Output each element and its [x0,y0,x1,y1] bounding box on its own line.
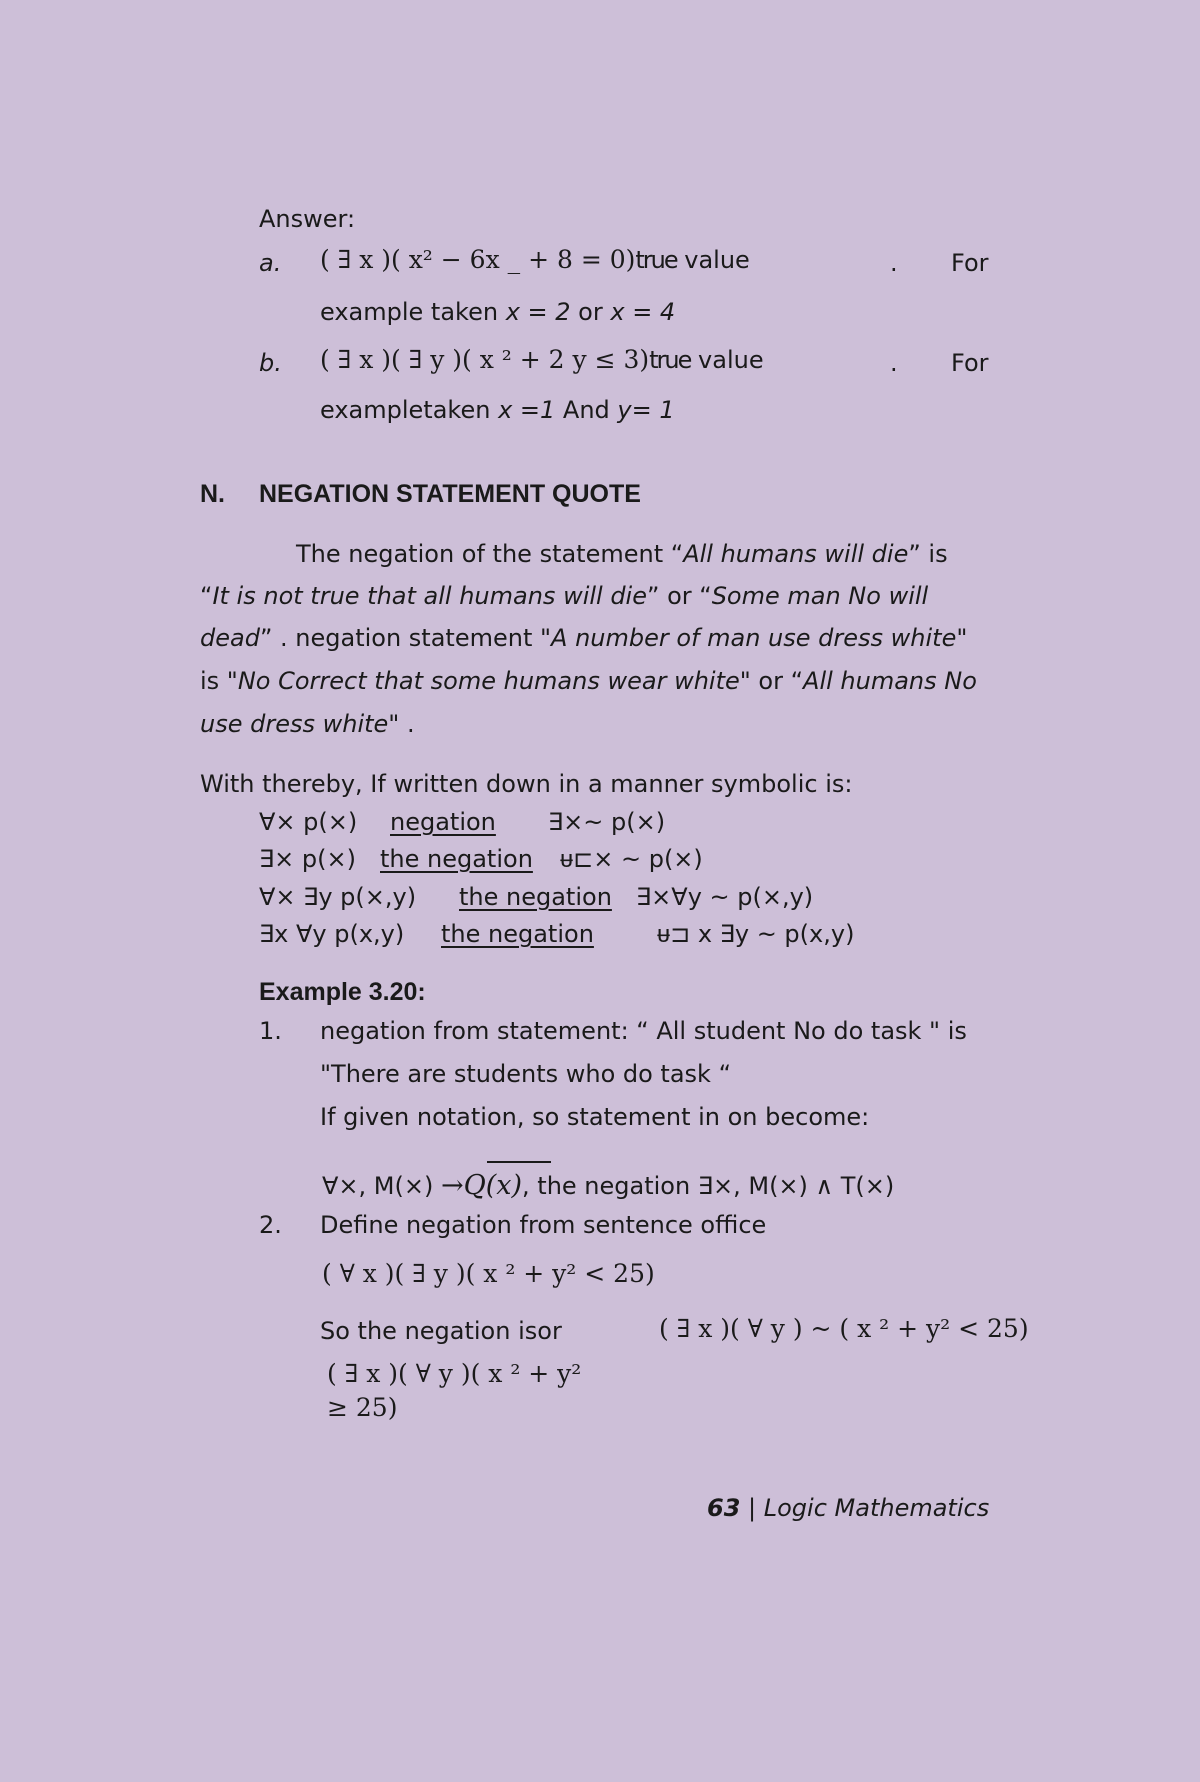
item-b-value: value [690,346,764,374]
para-l4-b: No Correct that some humans wear white [237,667,740,695]
page-number: 63 [707,1494,741,1522]
item-b-for: For [951,349,989,377]
item-a-label: a. [259,249,282,277]
example-item-1-l1: negation from statement: “ All student No do task " is [320,1017,967,1045]
example-item-1-l3: If given notation, so statement in on become: [320,1103,870,1131]
formula-left: ∀×, M(×) [322,1172,441,1200]
para-line-4 [200,667,977,695]
example-item-1-l2: "There are students who do task “ [320,1060,732,1088]
para-l2-a: “ [200,582,213,610]
sym-row-3-left: ∀× ∃y p(×,y) [259,883,417,911]
example-title: Example 3.20: [259,978,426,1006]
item-b-formula: ( ∃ x )( ∃ y )( x ² + 2 y ≤ 3) [320,345,650,374]
formula-q: Q(x) [463,1170,523,1201]
item-b-and: And [555,396,618,424]
item-a-or: or [570,298,611,326]
example-item-1-formula [322,1170,894,1201]
para-l1-b: All humans will die [683,540,909,568]
q-overline [487,1161,551,1163]
sym-row-4-left: ∃x ∀y p(x,y) [259,920,405,948]
para-l1-c: ” is [908,540,948,568]
sym-row-2-mid: the negation [380,845,533,873]
item-b-dot: . [890,349,898,377]
item-b-example-value2: y= 1 [617,396,675,424]
para-l3-b: ” . negation statement [259,624,540,652]
sym-row-2-right: ᵾ⊏× ~ p(×) [560,845,703,873]
para-line-2 [200,582,928,610]
example-item-2-formula-3b: ≥ 25) [327,1393,398,1422]
para-line-1 [296,540,948,568]
item-a-example-value2: x = 4 [610,298,676,326]
item-a-example-value: x = 2 [505,298,571,326]
para-l2-c: ” or “ [647,582,712,610]
item-b-line [320,345,764,374]
section-number: N. [200,480,225,508]
para-l5-a: use dress white [200,710,389,738]
arrow-icon: → [440,1170,464,1201]
para-l4-a: is " [200,667,238,695]
section-title: NEGATION STATEMENT QUOTE [259,480,641,508]
item-b-example-value: x =1 [498,396,556,424]
symbolic-intro: With thereby, If written down in a manner symbolic is: [200,770,853,798]
item-b-example-prefix: exampletaken [320,396,499,424]
para-l2-b: It is not true that all humans will die [212,582,647,610]
example-item-2-so: So the negation isor [320,1317,562,1345]
example-item-2-num: 2. [259,1211,282,1239]
item-b-example [320,396,675,424]
para-l4-c: " or “ [739,667,804,695]
item-a-dot: . [890,249,898,277]
footer-title: Logic Mathematics [763,1494,990,1522]
para-l3-d: " [956,624,968,652]
para-l3-a: dead [200,624,260,652]
sym-row-4-mid: the negation [441,920,594,948]
item-a-value: value [676,246,750,274]
sym-row-1-left: ∀× p(×) [259,808,358,836]
example-item-2-formula-3a: ( ∃ x )( ∀ y )( x ² + y² [327,1359,582,1388]
para-l5-b: " . [388,710,415,738]
item-a-line [320,245,750,274]
item-a-true: true [635,246,677,274]
sym-row-3-mid: the negation [459,883,612,911]
page-footer [707,1494,989,1522]
item-a-formula: ( ∃ x )( x² − 6x _ + 8 = 0) [320,245,636,274]
formula-right: , the negation ∃×, M(×) ∧ T(×) [522,1172,895,1200]
item-b-true: true [649,346,691,374]
sym-row-4-right: ᵾ⊐ x ∃y ~ p(x,y) [657,920,855,948]
answer-heading: Answer: [259,205,356,233]
example-item-2-formula-2: ( ∃ x )( ∀ y ) ~ ( x ² + y² < 25) [659,1314,1029,1343]
item-a-example [320,298,675,326]
para-l1-a: The negation of the statement “ [296,540,684,568]
sym-row-1-mid: negation [390,808,496,836]
para-line-3 [200,624,967,652]
item-a-example-prefix: example taken [320,298,506,326]
para-l3-c: "A number of man use dress white [539,624,957,652]
para-l2-d: Some man No will [711,582,929,610]
sym-row-2-left: ∃× p(×) [259,845,356,873]
footer-separator: | [740,1494,764,1522]
para-line-5 [200,710,415,738]
example-item-1-num: 1. [259,1017,282,1045]
sym-row-1-right: ∃×~ p(×) [548,808,666,836]
item-a-for: For [951,249,989,277]
para-l4-d: All humans No [803,667,977,695]
example-item-2-formula-1: ( ∀ x )( ∃ y )( x ² + y² < 25) [322,1259,655,1288]
item-b-label: b. [259,349,282,377]
sym-row-3-right: ∃×∀y ~ p(×,y) [636,883,814,911]
example-item-2-l1: Define negation from sentence office [320,1211,767,1239]
